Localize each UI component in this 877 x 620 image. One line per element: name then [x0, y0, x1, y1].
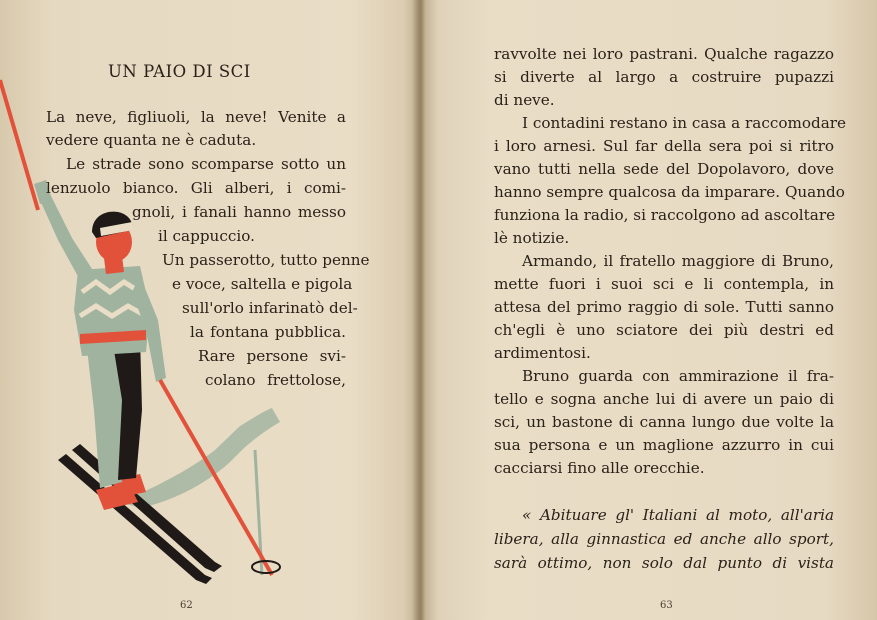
text-line: la fontana pubblica. — [190, 323, 346, 341]
text-line: Le strade sono scomparse sotto un — [66, 155, 346, 173]
text-line: Armando, il fratello maggiore di Bruno, — [522, 252, 834, 270]
left-page — [0, 0, 420, 620]
page-number: 62 — [180, 600, 193, 611]
text-line: e voce, saltella e pigola — [172, 275, 353, 293]
text-line: hanno sempre qualcosa da imparare. Quando — [494, 183, 845, 201]
text-line: Un passerotto, tutto penne — [162, 251, 370, 269]
page-number: 63 — [660, 600, 673, 611]
chapter-title: UN PAIO DI SCI — [108, 62, 251, 81]
text-line: sull'orlo infarinatò del- — [182, 299, 358, 317]
text-line: i loro arnesi. Sul far della sera poi si ritro — [494, 137, 834, 155]
text-line: attesa del primo raggio di sole. Tutti sanno — [494, 298, 834, 316]
text-line: sci, un bastone di canna lungo due volte la — [494, 413, 834, 431]
text-line: I contadini restano in casa a raccomodare — [522, 114, 847, 132]
text-line: lè notizie. — [494, 229, 570, 247]
text-line: gnoli, i fanali hanno messo — [132, 203, 346, 221]
text-line: tello e sogna anche lui di avere un paio di — [494, 390, 834, 408]
raised-arm — [40, 194, 94, 280]
text-line: sua persona e un maglione azzurro in cui — [494, 436, 834, 454]
text-line: Bruno guarda con ammirazione il fra- — [522, 367, 834, 385]
text-line: vedere quanta ne è caduta. — [46, 131, 257, 149]
text-line: si diverte al largo a costruire pupazzi — [494, 68, 834, 86]
text-line: il cappuccio. — [158, 227, 255, 245]
text-line: lenzuolo bianco. Gli alberi, i comi- — [46, 179, 346, 197]
text-line: vano tutti nella sede del Dopolavoro, dove — [494, 160, 834, 178]
text-line: cacciarsi fino alle orecchie. — [494, 459, 705, 477]
text-line: Rare persone svi- — [198, 347, 346, 365]
text-line: ravvolte nei loro pastrani. Qualche ragazzo — [494, 45, 834, 63]
text-line: ardimentosi. — [494, 344, 591, 362]
quote-line: « Abituare gl' Italiani al moto, all'aria — [522, 506, 834, 524]
text-line: colano frettolose, — [205, 371, 346, 389]
quote-line: libera, alla ginnastica ed anche allo sport, — [494, 530, 834, 548]
text-line: ch'egli è uno sciatore dei più destri ed — [494, 321, 834, 339]
raised-pole — [0, 80, 38, 210]
text-line: mette fuori i suoi sci e li contempla, in — [494, 275, 834, 293]
right-page — [424, 0, 877, 620]
text-line: La neve, figliuoli, la neve! Venite a — [46, 108, 346, 126]
text-line: di neve. — [494, 91, 555, 109]
quote-line: sarà ottimo, non solo dal punto di vista — [494, 554, 834, 572]
text-line: funziona la radio, si raccolgono ad ascoltare — [494, 206, 836, 224]
